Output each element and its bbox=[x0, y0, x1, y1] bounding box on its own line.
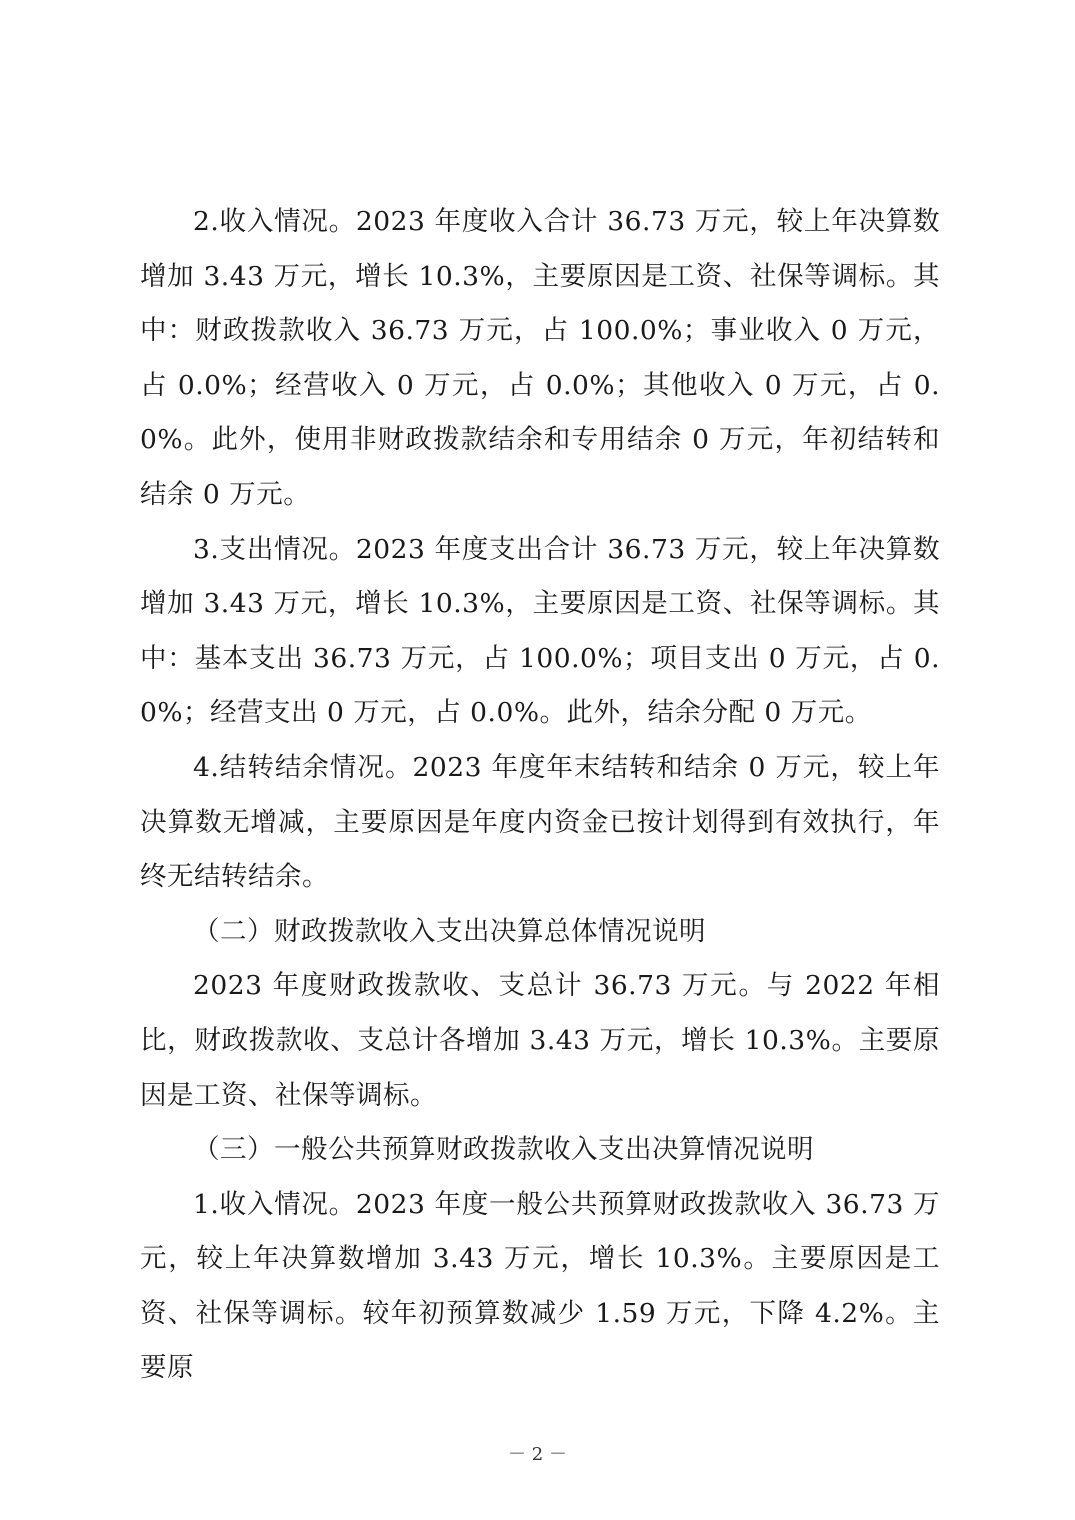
paragraph-income: 2.收入情况。2023 年度收入合计 36.73 万元，较上年决算数增加 3.43 万元，增长 10.3%，主要原因是工资、社保等调标。其中：财政拨款收入 36.73 万元，占 100.0%；事业收入 0 万元，占 0.0%；经营收入 0 万元，占 0.0%；其他收入 0 万元，占 0.0%。此外，使用非财政拨款结余和专用结余 0 万元，年初结转和结余 0 万元。 bbox=[140, 206, 940, 510]
section-heading-fiscal-overall: （二）财政拨款收入支出决算总体情况说明 bbox=[193, 915, 706, 947]
document-page bbox=[140, 195, 940, 1396]
section-heading-general-budget: （三）一般公共预算财政拨款收入支出决算情况说明 bbox=[193, 1134, 814, 1166]
paragraph-general-budget-income: 1.收入情况。2023 年度一般公共预算财政拨款收入 36.73 万元，较上年决算数增加 3.43 万元，增长 10.3%。主要原因是工资、社保等调标。较年初预算数减少 1.59 万元，下降 4.2%。主要原 bbox=[140, 1188, 940, 1384]
paragraph-fiscal-overall: 2023 年度财政拨款收、支总计 36.73 万元。与 2022 年相比，财政拨款收、支总计各增加 3.43 万元，增长 10.3%。主要原因是工资、社保等调标。 bbox=[140, 970, 940, 1111]
page-number: － 2 － bbox=[508, 1444, 567, 1465]
paragraph-expenditure: 3.支出情况。2023 年度支出合计 36.73 万元，较上年决算数增加 3.43 万元，增长 10.3%，主要原因是工资、社保等调标。其中：基本支出 36.73 万元，占 100.0%；项目支出 0 万元，占 0.0%；经营支出 0 万元，占 0.0%。此外，结余分配 0 万元。 bbox=[140, 533, 940, 729]
paragraph-carryover: 4.结转结余情况。2023 年度年末结转和结余 0 万元，较上年决算数无增减，主要原因是年度内资金已按计划得到有效执行，年终无结转结余。 bbox=[140, 751, 940, 893]
